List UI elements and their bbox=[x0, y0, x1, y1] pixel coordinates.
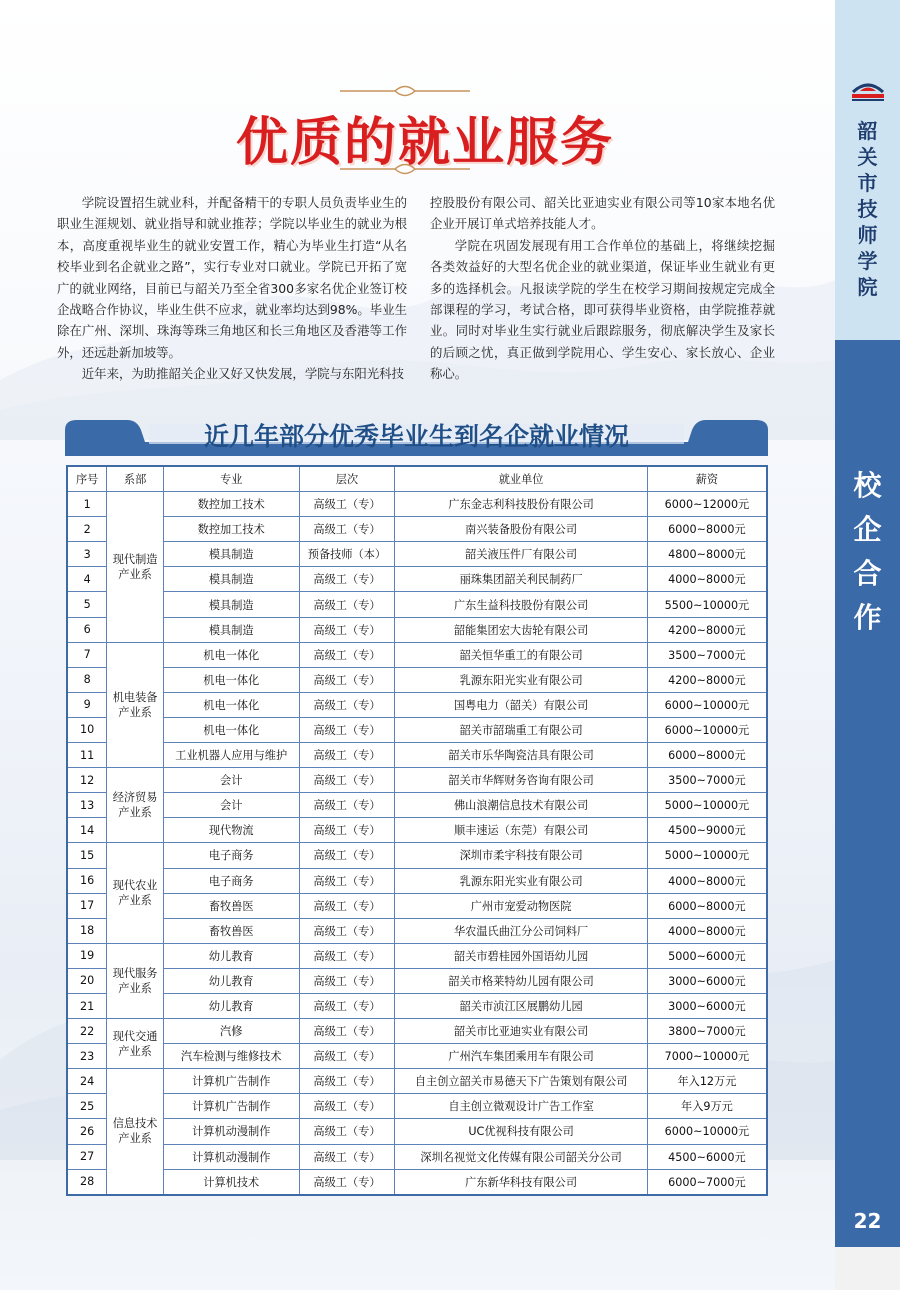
salary-cell: 7000~10000元 bbox=[647, 1044, 767, 1069]
row-number-cell: 12 bbox=[67, 768, 107, 793]
table-row bbox=[67, 1169, 767, 1195]
row-number-cell: 6 bbox=[67, 617, 107, 642]
major-cell: 计算机动漫制作 bbox=[163, 1144, 299, 1169]
table-row bbox=[67, 768, 767, 793]
intro-paragraph: 近年来，为助推韶关企业又好又快发展，学院与东阳光科技 bbox=[81, 366, 404, 382]
major-cell: 幼儿教育 bbox=[163, 993, 299, 1018]
salary-cell: 6000~8000元 bbox=[647, 517, 767, 542]
table-row bbox=[67, 717, 767, 742]
major-cell: 机电一体化 bbox=[163, 667, 299, 692]
table-row bbox=[67, 1144, 767, 1169]
department-cell: 经济贸易产业系 bbox=[107, 768, 164, 843]
level-cell: 高级工（专） bbox=[299, 492, 395, 517]
employer-cell: 韶关市浈江区展鹏幼儿园 bbox=[395, 993, 648, 1018]
level-cell: 高级工（专） bbox=[299, 868, 395, 893]
salary-cell: 6000~8000元 bbox=[647, 893, 767, 918]
employer-cell: 广东新华科技有限公司 bbox=[395, 1169, 648, 1195]
table-row bbox=[67, 1019, 767, 1044]
row-number-cell: 19 bbox=[67, 943, 107, 968]
salary-cell: 年入12万元 bbox=[647, 1069, 767, 1094]
table-row bbox=[67, 868, 767, 893]
salary-cell: 5000~10000元 bbox=[647, 843, 767, 868]
intro-paragraph: 学院设置招生就业科，并配备精干的专职人员负责毕业生的职业生涯规划、就业指导和就业推荐；学院以毕业生的就业为根本，高度重视毕业生的就业安置工作，精心为毕业生打造“从名校毕业到名企就业之路”，实行专业对口就业。学院已开拓了宽广的就业网络，目前已与韶关乃至全省300多家名优企业签订校企战略合作协议，毕业生供不应求，就业率均达到98%。毕业生除在广州、深圳、珠海等珠三角地区和长三角地区及香港等工作外，还远赴新加坡等。 bbox=[57, 195, 407, 360]
table-row bbox=[67, 1094, 767, 1119]
right-sidebar bbox=[835, 0, 900, 1290]
sidebar-school-name bbox=[835, 118, 900, 300]
table-row bbox=[67, 692, 767, 717]
salary-cell: 6000~8000元 bbox=[647, 743, 767, 768]
table-row bbox=[67, 567, 767, 592]
row-number-cell: 18 bbox=[67, 918, 107, 943]
department-cell: 现代交通产业系 bbox=[107, 1019, 164, 1069]
department-cell: 机电装备产业系 bbox=[107, 642, 164, 767]
school-name-char: 技 bbox=[857, 197, 878, 221]
row-number-cell: 3 bbox=[67, 542, 107, 567]
row-number-cell: 24 bbox=[67, 1069, 107, 1094]
employer-cell: UC优视科技有限公司 bbox=[395, 1119, 648, 1144]
row-number-cell: 13 bbox=[67, 793, 107, 818]
salary-cell: 3500~7000元 bbox=[647, 642, 767, 667]
level-cell: 高级工（专） bbox=[299, 893, 395, 918]
level-cell: 高级工（专） bbox=[299, 1144, 395, 1169]
page-number: 22 bbox=[835, 1195, 900, 1247]
major-cell: 计算机动漫制作 bbox=[163, 1119, 299, 1144]
employer-cell: 广东生益科技股份有限公司 bbox=[395, 592, 648, 617]
table-row bbox=[67, 1044, 767, 1069]
employer-cell: 自主创立微观设计广告工作室 bbox=[395, 1094, 648, 1119]
level-cell: 高级工（专） bbox=[299, 567, 395, 592]
employer-cell: 自主创立韶关市易德天下广告策划有限公司 bbox=[395, 1069, 648, 1094]
intro-left-column bbox=[57, 192, 407, 385]
level-cell: 高级工（专） bbox=[299, 642, 395, 667]
department-cell: 现代制造产业系 bbox=[107, 492, 164, 643]
row-number-cell: 2 bbox=[67, 517, 107, 542]
level-cell: 高级工（专） bbox=[299, 1044, 395, 1069]
table-row bbox=[67, 793, 767, 818]
employer-cell: 国粤电力（韶关）有限公司 bbox=[395, 692, 648, 717]
major-cell: 幼儿教育 bbox=[163, 943, 299, 968]
column-header: 薪资 bbox=[647, 466, 767, 492]
salary-cell: 6000~10000元 bbox=[647, 1119, 767, 1144]
employment-table bbox=[66, 465, 768, 1196]
section-tag-char: 作 bbox=[853, 601, 882, 634]
column-header: 层次 bbox=[299, 466, 395, 492]
department-cell: 信息技术产业系 bbox=[107, 1069, 164, 1195]
major-cell: 畜牧兽医 bbox=[163, 893, 299, 918]
level-cell: 高级工（专） bbox=[299, 743, 395, 768]
salary-cell: 4200~8000元 bbox=[647, 667, 767, 692]
row-number-cell: 11 bbox=[67, 743, 107, 768]
level-cell: 高级工（专） bbox=[299, 818, 395, 843]
table-row bbox=[67, 617, 767, 642]
major-cell: 畜牧兽医 bbox=[163, 918, 299, 943]
level-cell: 高级工（专） bbox=[299, 717, 395, 742]
level-cell: 高级工（专） bbox=[299, 918, 395, 943]
row-number-cell: 14 bbox=[67, 818, 107, 843]
major-cell: 汽车检测与维修技术 bbox=[163, 1044, 299, 1069]
level-cell: 高级工（专） bbox=[299, 1094, 395, 1119]
school-logo-icon bbox=[849, 78, 887, 102]
major-cell: 电子商务 bbox=[163, 843, 299, 868]
row-number-cell: 28 bbox=[67, 1169, 107, 1195]
salary-cell: 6000~7000元 bbox=[647, 1169, 767, 1195]
row-number-cell: 5 bbox=[67, 592, 107, 617]
salary-cell: 4200~8000元 bbox=[647, 617, 767, 642]
table-row bbox=[67, 918, 767, 943]
level-cell: 高级工（专） bbox=[299, 943, 395, 968]
salary-cell: 6000~12000元 bbox=[647, 492, 767, 517]
major-cell: 模具制造 bbox=[163, 617, 299, 642]
row-number-cell: 7 bbox=[67, 642, 107, 667]
major-cell: 现代物流 bbox=[163, 818, 299, 843]
table-row bbox=[67, 1069, 767, 1094]
table-row bbox=[67, 743, 767, 768]
row-number-cell: 27 bbox=[67, 1144, 107, 1169]
column-header: 系部 bbox=[107, 466, 164, 492]
table-row bbox=[67, 542, 767, 567]
section-tag-char: 合 bbox=[853, 557, 882, 590]
level-cell: 高级工（专） bbox=[299, 1069, 395, 1094]
level-cell: 高级工（专） bbox=[299, 993, 395, 1018]
major-cell: 工业机器人应用与维护 bbox=[163, 743, 299, 768]
table-row bbox=[67, 592, 767, 617]
salary-cell: 5500~10000元 bbox=[647, 592, 767, 617]
employer-cell: 韶关恒华重工的有限公司 bbox=[395, 642, 648, 667]
row-number-cell: 15 bbox=[67, 843, 107, 868]
row-number-cell: 17 bbox=[67, 893, 107, 918]
employer-cell: 韶能集团宏大齿轮有限公司 bbox=[395, 617, 648, 642]
school-name-char: 市 bbox=[857, 171, 878, 195]
section-tag-char: 校 bbox=[853, 469, 882, 502]
employer-cell: 华农温氏曲江分公司饲料厂 bbox=[395, 918, 648, 943]
row-number-cell: 1 bbox=[67, 492, 107, 517]
employer-cell: 广东金志利科技股份有限公司 bbox=[395, 492, 648, 517]
major-cell: 机电一体化 bbox=[163, 642, 299, 667]
salary-cell: 4000~8000元 bbox=[647, 868, 767, 893]
school-name-char: 师 bbox=[857, 223, 878, 247]
employer-cell: 顺丰速运（东莞）有限公司 bbox=[395, 818, 648, 843]
department-cell: 现代服务产业系 bbox=[107, 943, 164, 1018]
major-cell: 计算机广告制作 bbox=[163, 1094, 299, 1119]
table-row bbox=[67, 943, 767, 968]
row-number-cell: 20 bbox=[67, 968, 107, 993]
level-cell: 高级工（专） bbox=[299, 617, 395, 642]
row-number-cell: 23 bbox=[67, 1044, 107, 1069]
major-cell: 数控加工技术 bbox=[163, 517, 299, 542]
major-cell: 数控加工技术 bbox=[163, 492, 299, 517]
sidebar-section-tag bbox=[835, 464, 900, 640]
table-row bbox=[67, 1119, 767, 1144]
major-cell: 机电一体化 bbox=[163, 692, 299, 717]
table-title: 近几年部分优秀毕业生到名企就业情况 bbox=[203, 422, 629, 451]
column-header: 专业 bbox=[163, 466, 299, 492]
salary-cell: 5000~6000元 bbox=[647, 943, 767, 968]
salary-cell: 4800~8000元 bbox=[647, 542, 767, 567]
row-number-cell: 9 bbox=[67, 692, 107, 717]
level-cell: 高级工（专） bbox=[299, 692, 395, 717]
level-cell: 高级工（专） bbox=[299, 768, 395, 793]
salary-cell: 3800~7000元 bbox=[647, 1019, 767, 1044]
school-name-char: 学 bbox=[857, 249, 878, 273]
table-row bbox=[67, 893, 767, 918]
employer-cell: 韶关市格莱特幼儿园有限公司 bbox=[395, 968, 648, 993]
salary-cell: 4500~6000元 bbox=[647, 1144, 767, 1169]
major-cell: 幼儿教育 bbox=[163, 968, 299, 993]
salary-cell: 3000~6000元 bbox=[647, 993, 767, 1018]
table-body bbox=[67, 492, 767, 1195]
salary-cell: 5000~10000元 bbox=[647, 793, 767, 818]
table-row bbox=[67, 993, 767, 1018]
level-cell: 高级工（专） bbox=[299, 1169, 395, 1195]
employer-cell: 乳源东阳光实业有限公司 bbox=[395, 667, 648, 692]
row-number-cell: 8 bbox=[67, 667, 107, 692]
table-header-row bbox=[67, 466, 767, 492]
level-cell: 高级工（专） bbox=[299, 517, 395, 542]
level-cell: 预备技师（本） bbox=[299, 542, 395, 567]
level-cell: 高级工（专） bbox=[299, 793, 395, 818]
row-number-cell: 25 bbox=[67, 1094, 107, 1119]
section-tag-char: 企 bbox=[853, 513, 882, 546]
school-name-char: 关 bbox=[857, 145, 878, 169]
salary-cell: 6000~10000元 bbox=[647, 692, 767, 717]
row-number-cell: 21 bbox=[67, 993, 107, 1018]
employer-cell: 深圳市柔宇科技有限公司 bbox=[395, 843, 648, 868]
page-title: 优质的就业服务 bbox=[235, 113, 614, 173]
employer-cell: 广州市宠爱动物医院 bbox=[395, 893, 648, 918]
school-name-char: 院 bbox=[857, 275, 878, 299]
intro-paragraph: 学院在巩固发展现有用工合作单位的基础上，将继续挖掘各类效益好的大型名优企业的就业渠道，保证毕业生就业有更多的选择机会。凡报读学院的学生在校学习期间按规定完成全部课程的学习，考试合格，即可获得毕业资格，由学院推荐就业。同时对毕业生实行就业后跟踪服务，彻底解决学生及家长的后顾之忧，真正做到学院用心、学生安心、家长放心、企业称心。 bbox=[430, 237, 775, 382]
salary-cell: 4000~8000元 bbox=[647, 918, 767, 943]
table-row bbox=[67, 667, 767, 692]
salary-cell: 6000~10000元 bbox=[647, 717, 767, 742]
major-cell: 模具制造 bbox=[163, 567, 299, 592]
salary-cell: 3500~7000元 bbox=[647, 768, 767, 793]
major-cell: 电子商务 bbox=[163, 868, 299, 893]
level-cell: 高级工（专） bbox=[299, 968, 395, 993]
level-cell: 高级工（专） bbox=[299, 1019, 395, 1044]
employer-cell: 佛山浪潮信息技术有限公司 bbox=[395, 793, 648, 818]
column-header: 就业单位 bbox=[395, 466, 648, 492]
table-row bbox=[67, 818, 767, 843]
level-cell: 高级工（专） bbox=[299, 1119, 395, 1144]
intro-right-column bbox=[430, 192, 775, 385]
employer-cell: 丽珠集团韶关利民制药厂 bbox=[395, 567, 648, 592]
table-row bbox=[67, 968, 767, 993]
major-cell: 模具制造 bbox=[163, 542, 299, 567]
row-number-cell: 26 bbox=[67, 1119, 107, 1144]
major-cell: 会计 bbox=[163, 793, 299, 818]
major-cell: 模具制造 bbox=[163, 592, 299, 617]
table-row bbox=[67, 492, 767, 517]
employer-cell: 韶关液压件厂有限公司 bbox=[395, 542, 648, 567]
row-number-cell: 16 bbox=[67, 868, 107, 893]
employer-cell: 韶关市碧桂园外国语幼儿园 bbox=[395, 943, 648, 968]
major-cell: 会计 bbox=[163, 768, 299, 793]
department-cell: 现代农业产业系 bbox=[107, 843, 164, 943]
column-header: 序号 bbox=[67, 466, 107, 492]
salary-cell: 年入9万元 bbox=[647, 1094, 767, 1119]
table-row bbox=[67, 517, 767, 542]
employer-cell: 韶关市韶瑞重工有限公司 bbox=[395, 717, 648, 742]
table-row bbox=[67, 843, 767, 868]
row-number-cell: 22 bbox=[67, 1019, 107, 1044]
title-ornament-top bbox=[340, 84, 470, 98]
salary-cell: 4000~8000元 bbox=[647, 567, 767, 592]
salary-cell: 4500~9000元 bbox=[647, 818, 767, 843]
employer-cell: 韶关市华辉财务咨询有限公司 bbox=[395, 768, 648, 793]
level-cell: 高级工（专） bbox=[299, 592, 395, 617]
employer-cell: 广州汽车集团乘用车有限公司 bbox=[395, 1044, 648, 1069]
title-ornament-bottom bbox=[340, 162, 470, 176]
level-cell: 高级工（专） bbox=[299, 843, 395, 868]
employer-cell: 南兴装备股份有限公司 bbox=[395, 517, 648, 542]
level-cell: 高级工（专） bbox=[299, 667, 395, 692]
major-cell: 计算机广告制作 bbox=[163, 1069, 299, 1094]
major-cell: 机电一体化 bbox=[163, 717, 299, 742]
employer-cell: 韶关市比亚迪实业有限公司 bbox=[395, 1019, 648, 1044]
major-cell: 计算机技术 bbox=[163, 1169, 299, 1195]
intro-paragraph: 控股股份有限公司、韶关比亚迪实业有限公司等10家本地名优企业开展订单式培养技能人才。 bbox=[430, 195, 775, 232]
salary-cell: 3000~6000元 bbox=[647, 968, 767, 993]
major-cell: 汽修 bbox=[163, 1019, 299, 1044]
employer-cell: 深圳名视觉文化传媒有限公司韶关分公司 bbox=[395, 1144, 648, 1169]
school-name-char: 韶 bbox=[857, 119, 878, 143]
row-number-cell: 10 bbox=[67, 717, 107, 742]
table-row bbox=[67, 642, 767, 667]
employer-cell: 韶关市乐华陶瓷洁具有限公司 bbox=[395, 743, 648, 768]
employer-cell: 乳源东阳光实业有限公司 bbox=[395, 868, 648, 893]
row-number-cell: 4 bbox=[67, 567, 107, 592]
